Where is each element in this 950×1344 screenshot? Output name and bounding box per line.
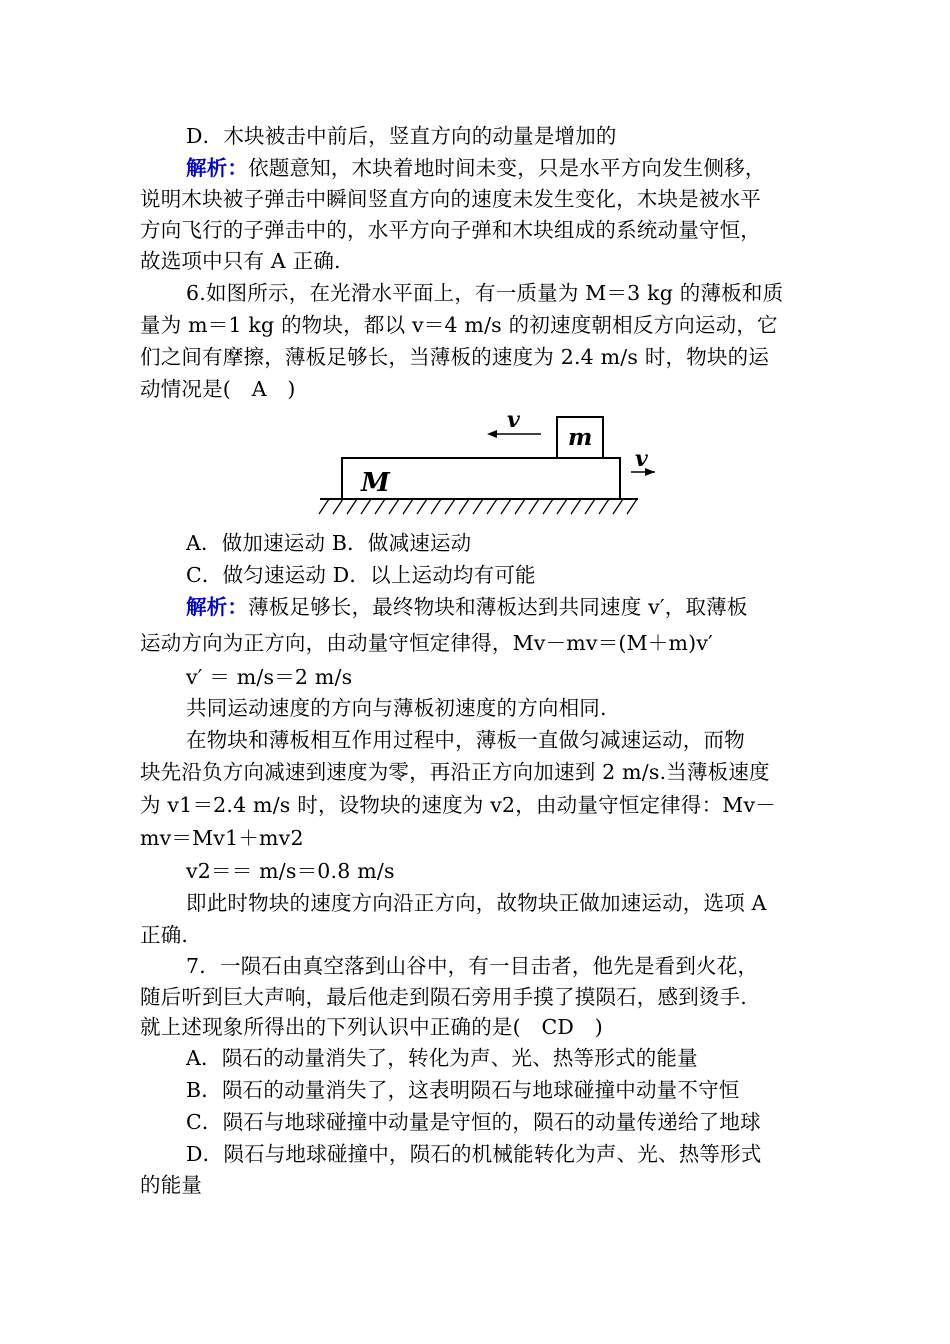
q6-stem-line-4: 动情况是( A ) bbox=[140, 377, 296, 401]
q7-option-d-cont: 的能量 bbox=[140, 1173, 203, 1197]
ground-hatching bbox=[319, 499, 637, 514]
q6-analysis-line-1 bbox=[186, 592, 866, 623]
left-arrow-icon bbox=[487, 430, 497, 438]
q7-stem-line-2: 随后听到巨大声响，最后他走到陨石旁用手摸了摸陨石，感到烫手. bbox=[140, 985, 748, 1009]
q7-option-b: B．陨石的动量消失了，这表明陨石与地球碰撞中动量不守恒 bbox=[186, 1078, 740, 1102]
analysis-label: 解析： bbox=[186, 595, 249, 619]
q6-stem-line-2: 量为 m＝1 kg 的物块，都以 v＝4 m/s 的初速度朝相反方向运动，它 bbox=[140, 313, 778, 337]
q5-analysis-line-4: 故选项中只有 A 正确. bbox=[140, 249, 341, 273]
q6-analysis-line-2: 运动方向为正方向，由动量守恒定律得，Mv－mv＝(M＋m)v′ bbox=[140, 631, 713, 655]
q5-analysis-line-2: 说明木块被子弹击中瞬间竖直方向的速度未发生变化，木块是被水平 bbox=[140, 187, 761, 211]
q6-options-ab: A．做加速运动 B．做减速运动 bbox=[186, 531, 472, 555]
q7-stem-line-1: 7．一陨石由真空落到山谷中，有一目击者，他先是看到火花， bbox=[186, 954, 759, 978]
velocity-right-label: v bbox=[635, 446, 648, 472]
q6-analysis-line-11: 正确. bbox=[140, 923, 189, 947]
q6-analysis-line-6: 块先沿负方向减速到速度为零，再沿正方向加速到 2 m/s.当薄板速度 bbox=[140, 760, 770, 784]
q6-options-cd: C．做匀速运动 D．以上运动均有可能 bbox=[186, 563, 536, 587]
q6-analysis-line-9: v2＝＝ m/s＝0.8 m/s bbox=[186, 859, 395, 883]
q5-analysis-line-3: 方向飞行的子弹击中的，水平方向子弹和木块组成的系统动量守恒， bbox=[140, 218, 761, 242]
board-label: M bbox=[361, 468, 390, 498]
q5-option-d: D．木块被击中前后，竖直方向的动量是增加的 bbox=[186, 124, 617, 148]
q6-analysis-line-10: 即此时物块的速度方向沿正方向，故物块正做加速运动，选项 A bbox=[186, 891, 767, 915]
board-block-figure bbox=[315, 410, 655, 522]
q6-stem-line-1: 6.如图所示，在光滑水平面上，有一质量为 M＝3 kg 的薄板和质 bbox=[186, 281, 784, 305]
analysis-text: 依题意知，木块着地时间未变，只是水平方向发生侧移， bbox=[248, 156, 766, 180]
q7-option-c: C．陨石与地球碰撞中动量是守恒的，陨石的动量传递给了地球 bbox=[186, 1110, 761, 1134]
q6-analysis-line-4: 共同运动速度的方向与薄板初速度的方向相同. bbox=[186, 696, 607, 720]
q6-analysis-line-3: v′ ＝ m/s＝2 m/s bbox=[186, 665, 353, 689]
q7-stem-line-3: 就上述现象所得出的下列认识中正确的是( CD ) bbox=[140, 1015, 603, 1039]
analysis-text: 薄板足够长，最终物块和薄板达到共同速度 v′，取薄板 bbox=[248, 595, 748, 619]
q7-option-a: A．陨石的动量消失了，转化为声、光、热等形式的能量 bbox=[186, 1046, 698, 1070]
q6-stem-line-3: 们之间有摩擦，薄板足够长，当薄板的速度为 2.4 m/s 时，物块的运 bbox=[140, 345, 770, 369]
analysis-label: 解析： bbox=[186, 156, 249, 180]
q7-option-d: D．陨石与地球碰撞中，陨石的机械能转化为声、光、热等形式 bbox=[186, 1142, 762, 1166]
q5-analysis-line-1 bbox=[186, 153, 866, 184]
q6-analysis-line-5: 在物块和薄板相互作用过程中，薄板一直做匀减速运动，而物 bbox=[186, 728, 745, 752]
q6-analysis-line-8: mv＝Mv1＋mv2 bbox=[140, 826, 304, 850]
block-label: m bbox=[568, 424, 593, 451]
velocity-left-label: v bbox=[507, 410, 520, 433]
q6-analysis-line-7: 为 v1＝2.4 m/s 时，设物块的速度为 v2，由动量守恒定律得：Mv－ bbox=[140, 793, 776, 817]
